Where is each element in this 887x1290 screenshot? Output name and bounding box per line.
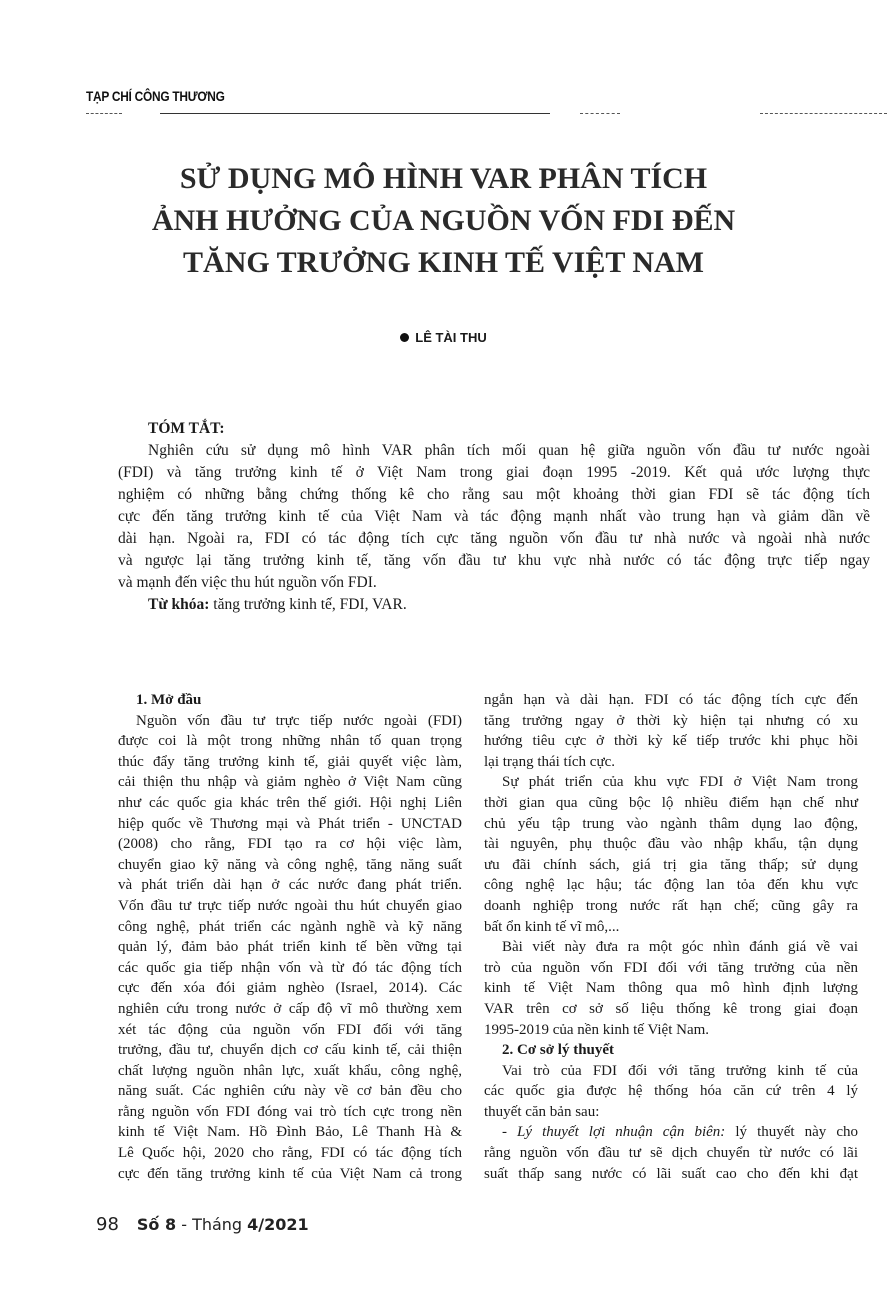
title-line: ẢNH HƯỞNG CỦA NGUỒN VỐN FDI ĐẾN	[151, 204, 736, 237]
footer-separator: - Tháng	[176, 1215, 248, 1234]
text-line: tài nguyên, phụ thuộc đầu vào nhập khẩu, tận dụng	[484, 836, 858, 853]
header-rule	[160, 113, 550, 114]
text-line: quản lý, đảm bảo phát triển kinh tế bền vững tại	[118, 939, 462, 956]
text-line: kinh tế Việt Nam thông qua mô hình định lượng	[484, 980, 858, 997]
text-line: chuyển giao kỹ năng và công nghệ, tăng năng suất	[118, 856, 462, 873]
abstract	[118, 418, 870, 616]
text-line: cực đến tăng trưởng kinh tế của Việt Nam và tác động mạnh nhất vào trung hạn và giảm dần về	[118, 508, 870, 525]
page-number: 98	[96, 1214, 119, 1235]
text-line: ngắn hạn và dài hạn. FDI có tác động tích cực đến	[484, 692, 858, 708]
text-line: các quốc gia được hệ thống hóa căn cứ trên 4 lý	[484, 1083, 858, 1100]
text-line: thời gian qua cũng bộc lộ nhiều điểm hạn chế như	[484, 794, 858, 811]
bullet-icon	[400, 333, 409, 342]
text-line: suất thấp sang nước có lãi suất cao cho đến khi đạt	[484, 1165, 858, 1182]
text-line: 1995-2019 của nền kinh tế Việt Nam.	[484, 1021, 710, 1038]
text-line: năng suất. Các nghiên cứu này về cơ bản đều cho	[118, 1083, 462, 1100]
header-rule	[760, 113, 887, 114]
text-line: Lê Quốc hội, 2020 cho rằng, FDI có tác động tích	[118, 1145, 462, 1162]
text-line: được coi là một trong những nhân tố quan trọng	[118, 733, 462, 750]
left-column	[118, 690, 462, 1184]
author	[0, 330, 887, 345]
text-line: nghiệm có những bằng chứng thống kê cho rằng sau một khoảng thời gian FDI sẽ tác động tích	[118, 486, 870, 503]
author-name: LÊ TÀI THU	[415, 330, 487, 345]
text-line: dài hạn. Ngoài ra, FDI có tác động tích cực tăng nguồn vốn đầu tư nhà nước và ngoài nhà nước	[118, 530, 870, 547]
text-line: Nghiên cứu sử dụng mô hình VAR phân tích mối quan hệ giữa nguồn vốn đầu tư nước ngoài	[148, 442, 870, 459]
section-heading: 2. Cơ sở lý thuyết	[502, 1042, 615, 1059]
text-line: thúc đẩy tăng trưởng kinh tế, giải quyết việc làm,	[118, 753, 462, 770]
page-footer	[96, 1214, 309, 1235]
keywords	[118, 594, 870, 616]
issue-number: Số 8	[136, 1215, 177, 1234]
text-line: Nguồn vốn đầu tư trực tiếp nước ngoài (FDI)	[136, 712, 462, 729]
right-column	[484, 690, 858, 1184]
text-line: thuyết căn bản sau:	[484, 1103, 600, 1120]
text-line: nghiên cứu trong nước ở cấp độ vĩ mô thường xem	[118, 1000, 462, 1017]
text-line: ưu đãi chính sách, giá trị gia tăng thấp; sử dụng	[484, 856, 858, 873]
title-line: TĂNG TRƯỞNG KINH TẾ VIỆT NAM	[183, 246, 704, 279]
text-line: rằng nguồn vốn đầu tư sẽ dịch chuyển từ nước có lãi	[484, 1145, 858, 1162]
text-line: cực đến tăng trưởng kinh tế của Việt Nam cả trong	[118, 1165, 462, 1182]
text-line: công nghệ, phát triển các ngành nghề và kỹ năng	[118, 918, 462, 935]
header-rule	[86, 113, 122, 114]
italic-term: - Lý thuyết lợi nhuận cận biên:	[502, 1124, 726, 1141]
text-line: trò của nguồn vốn FDI đối với tăng trưởng của nền	[484, 959, 858, 976]
article-title	[0, 158, 887, 284]
text-line: Sự phát triển của khu vực FDI ở Việt Nam trong	[502, 774, 858, 791]
text-line: Bài viết này đưa ra một góc nhìn đánh giá về vai	[502, 939, 858, 956]
text-line: công nghệ lạc hậu; tác động lan tỏa đến khu vực	[484, 877, 858, 894]
text-line: cải thiện thu nhập và giảm nghèo ở Việt Nam cũng	[118, 774, 462, 791]
header-rule	[580, 113, 620, 114]
text-line	[484, 1122, 858, 1143]
text-fragment: lý thuyết này cho	[725, 1124, 858, 1141]
text-line: rằng nguồn vốn FDI đóng vai trò tích cực trong nền	[118, 1103, 462, 1120]
text-line: Vốn đầu tư trực tiếp nước ngoài thu hút chuyển giao	[118, 897, 462, 914]
title-line: SỬ DỤNG MÔ HÌNH VAR PHÂN TÍCH	[179, 162, 708, 195]
text-line: và ngược lại tăng trưởng kinh tế, tăng vốn đầu tư khu vực nhà nước có tác động trực tiếp ngay	[118, 552, 870, 569]
text-line: tăng trưởng ngay ở thời kỳ hiện tại nhưng có xu	[484, 712, 858, 729]
section-heading: 1. Mở đầu	[136, 692, 202, 708]
text-line: và phát triển dài hạn ở các nước đang phát triển.	[118, 877, 462, 894]
text-line: chủ yếu tập trung vào ngành thâm dụng lao động,	[484, 815, 858, 832]
text-line: bất ổn kinh tế vĩ mô,...	[484, 918, 620, 935]
issue-date: 4/2021	[247, 1215, 309, 1234]
text-line: các quốc gia tiếp nhận vốn và từ đó tác động tích	[118, 959, 462, 976]
text-line: và mạnh đến việc thu hút nguồn vốn FDI.	[118, 574, 377, 591]
keywords-label: Từ khóa:	[148, 596, 210, 613]
text-line: (2008) cho rằng, FDI tạo ra cơ hội việc làm,	[118, 836, 462, 853]
text-line: trưởng, đầu tư, chuyển dịch cơ cấu kinh tế, cải thiện	[118, 1042, 462, 1059]
text-line: (FDI) và tăng trưởng kinh tế ở Việt Nam trong giai đoạn 1995 -2019. Kết quả ước lượng thực	[118, 464, 870, 481]
text-line: như các quốc gia khác trên thế giới. Hội nghị Liên	[118, 794, 462, 811]
text-line: xét tác động của nguồn vốn FDI đối với tăng	[118, 1021, 462, 1038]
text-line: VAR trên cơ sở số liệu thống kê trong giai đoạn	[484, 1000, 858, 1017]
abstract-heading: TÓM TẮT:	[148, 420, 225, 437]
text-line: doanh nghiệp trong nước rất hạn chế; cũng gây ra	[484, 897, 858, 914]
text-line: hiệp quốc về Thương mại và Phát triển - UNCTAD	[118, 815, 462, 832]
text-line: chất lượng nguồn nhân lực, xuất khẩu, công nghệ,	[118, 1062, 462, 1079]
text-line: kinh tế Việt Nam. Hồ Đình Bảo, Lê Thanh Hà &	[118, 1124, 462, 1141]
text-line: lại trạng thái tích cực.	[484, 753, 615, 770]
journal-name: TẠP CHÍ CÔNG THƯƠNG	[86, 88, 225, 104]
text-line: Vai trò của FDI đối với tăng trưởng kinh tế của	[502, 1062, 858, 1079]
text-line: hướng tiêu cực ở thời kỳ kế tiếp trước khi phục hồi	[484, 733, 858, 750]
keywords-value: tăng trưởng kinh tế, FDI, VAR.	[209, 596, 407, 613]
text-line: cực đến xóa đói giảm nghèo (Israel, 2014). Các	[118, 980, 462, 997]
